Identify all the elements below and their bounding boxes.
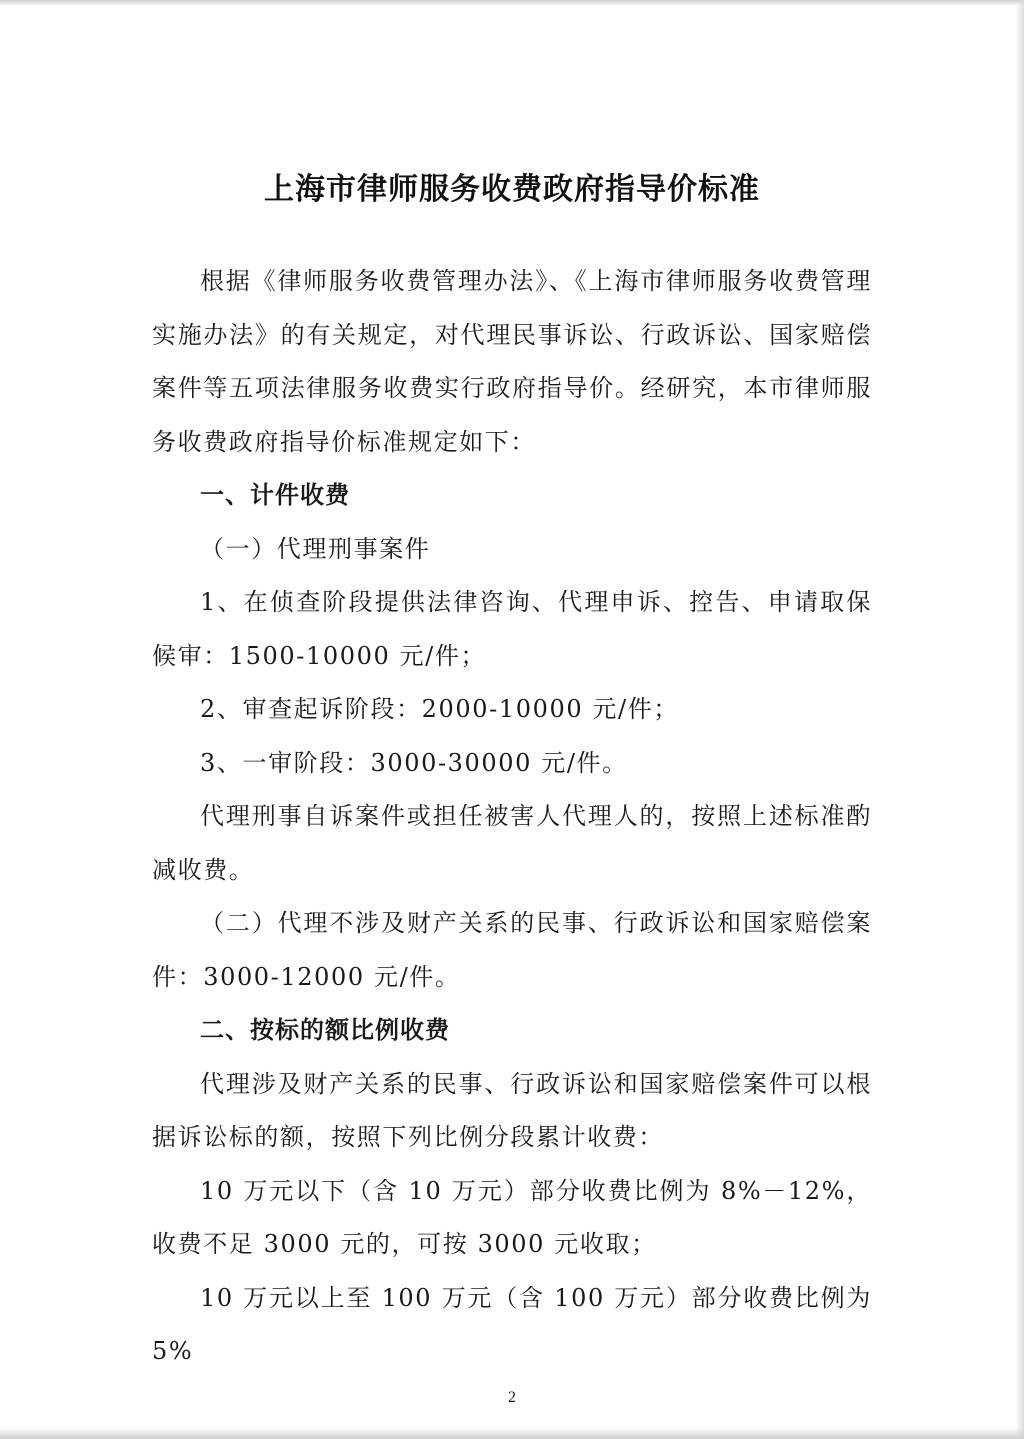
list-item-tier-1: 10 万元以下（含 10 万元）部分收费比例为 8%－12%，收费不足 3000 元的，可按 3000 元收取； (152, 1176, 872, 1258)
list-item-investigation-stage: 1、在侦查阶段提供法律咨询、代理申诉、控告、申请取保候审：1500-10000 元/件； (152, 588, 872, 670)
list-item-prosecution-review: 2、审查起诉阶段：2000-10000 元/件； (200, 695, 679, 723)
scan-edge-top (0, 0, 1024, 6)
page-title: 上海市律师服务收费政府指导价标准 (264, 172, 760, 208)
list-item-tier-2: 10 万元以上至 100 万元（含 100 万元）部分收费比例为 5% (152, 1283, 872, 1365)
section-heading-piece-rate: 一、计件收费 (200, 481, 350, 509)
subsection-criminal-cases: （一）代理刑事案件 (200, 534, 431, 563)
scan-edge-bottom (0, 1428, 1024, 1439)
page-number: 2 (508, 1389, 516, 1406)
document-body (152, 255, 872, 1379)
intro-paragraph: 根据《律师服务收费管理办法》、《上海市律师服务收费管理实施办法》的有关规定，对代理民事诉讼、行政诉讼、国家赔偿案件等五项法律服务收费实行政府指导价。经研究，本市律师服务收费政府指导价标准规定如下： (152, 267, 872, 456)
subsection-non-property-cases: （二）代理不涉及财产关系的民事、行政诉讼和国家赔偿案件：3000-12000 元/件。 (152, 909, 872, 991)
section-heading-proportional-fee: 二、按标的额比例收费 (200, 1016, 450, 1044)
paragraph-property-cases: 代理涉及财产关系的民事、行政诉讼和国家赔偿案件可以根据诉讼标的额，按照下列比例分段累计收费： (152, 1069, 872, 1151)
list-item-first-instance: 3、一审阶段：3000-30000 元/件。 (200, 748, 628, 777)
scan-edge-right (1016, 0, 1024, 1439)
paragraph-private-prosecution: 代理刑事自诉案件或担任被害人代理人的，按照上述标准酌减收费。 (152, 802, 872, 884)
